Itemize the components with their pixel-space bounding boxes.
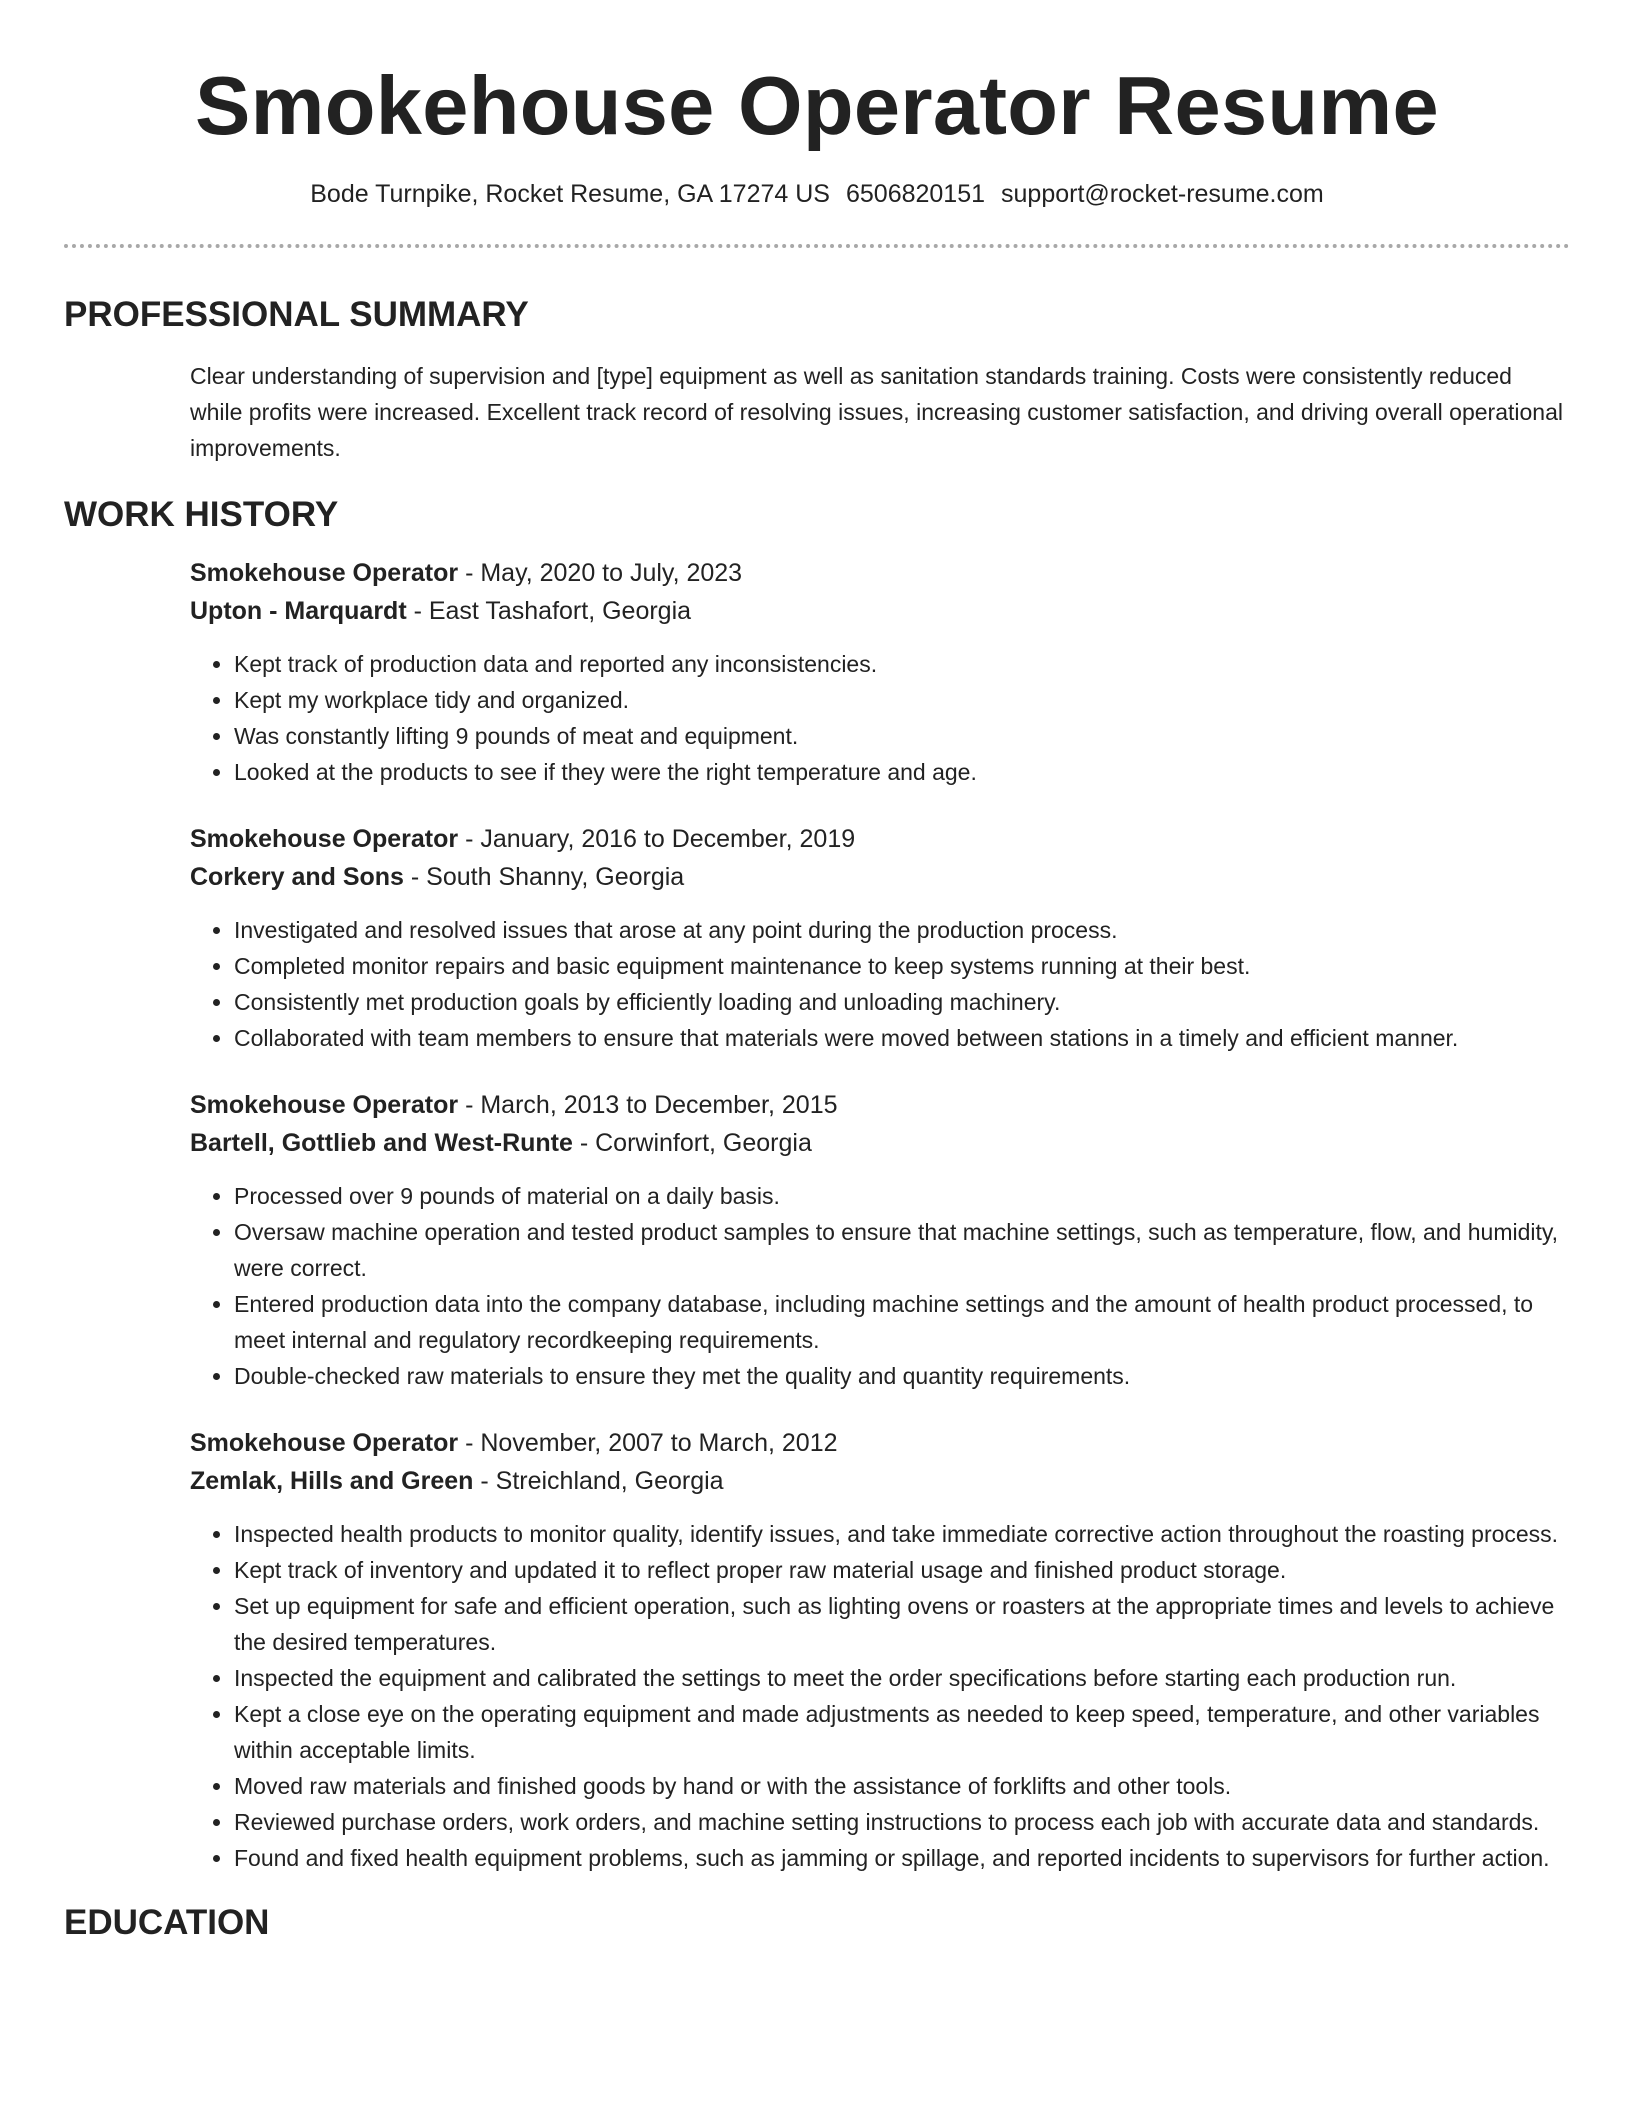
job-role: Smokehouse Operator xyxy=(190,825,459,853)
job-entry xyxy=(190,1424,1570,1876)
job-bullet: • Reviewed purchase orders, work orders, and machine setting instructions to process each job with accurate data and standards. xyxy=(234,1804,1570,1840)
job-bullet: • Consistently met production goals by efficiently loading and unloading machinery. xyxy=(234,984,1570,1020)
work-history-heading: WORK HISTORY xyxy=(64,495,339,534)
page-title: Smokehouse Operator Resume xyxy=(195,59,1439,152)
job-bullet: • Kept my workplace tidy and organized. xyxy=(234,682,1570,718)
job-company: Corkery and Sons xyxy=(190,863,404,891)
job-bullets xyxy=(190,912,1570,1056)
job-bullet: • Kept a close eye on the operating equipment and made adjustments as needed to keep speed, temperature, and other variables within acceptable limits. xyxy=(234,1696,1570,1768)
job-bullet: • Investigated and resolved issues that arose at any point during the production process. xyxy=(234,912,1570,948)
job-bullet: • Looked at the products to see if they were the right temperature and age. xyxy=(234,754,1570,790)
job-bullets xyxy=(190,1516,1570,1876)
job-bullet: • Set up equipment for safe and efficient operation, such as lighting ovens or roasters at the appropriate times and levels to achieve the desired temperatures. xyxy=(234,1588,1570,1660)
summary-heading: PROFESSIONAL SUMMARY xyxy=(64,295,529,334)
job-bullet: • Was constantly lifting 9 pounds of meat and equipment. xyxy=(234,718,1570,754)
job-company-line xyxy=(190,1462,1570,1500)
job-bullet: • Collaborated with team members to ensure that materials were moved between stations in a timely and efficient manner. xyxy=(234,1020,1570,1056)
job-bullet: • Processed over 9 pounds of material on a daily basis. xyxy=(234,1178,1570,1214)
job-company-line xyxy=(190,1124,1570,1162)
job-bullet: • Entered production data into the company database, including machine settings and the amount of health product processed, to meet internal and regulatory recordkeeping requirements. xyxy=(234,1286,1570,1358)
job-title-line xyxy=(190,1086,1570,1124)
job-bullet: • Inspected health products to monitor quality, identify issues, and take immediate corrective action throughout the roasting process. xyxy=(234,1516,1570,1552)
job-entry xyxy=(190,1086,1570,1394)
job-title-line xyxy=(190,820,1570,858)
job-bullets xyxy=(190,646,1570,790)
job-company-line xyxy=(190,858,1570,896)
job-bullet: • Moved raw materials and finished goods by hand or with the assistance of forklifts and other tools. xyxy=(234,1768,1570,1804)
resume-page xyxy=(64,0,1570,1944)
job-bullet: • Kept track of inventory and updated it to reflect proper raw material usage and finished product storage. xyxy=(234,1552,1570,1588)
job-bullets xyxy=(190,1178,1570,1394)
job-entry xyxy=(190,820,1570,1056)
job-company: Bartell, Gottlieb and West-Runte xyxy=(190,1129,573,1157)
education-heading: EDUCATION xyxy=(64,1903,270,1942)
job-bullet: • Kept track of production data and reported any inconsistencies. xyxy=(234,646,1570,682)
job-bullet: • Found and fixed health equipment problems, such as jamming or spillage, and reported incidents to supervisors for further action. xyxy=(234,1840,1570,1876)
job-dates: - May, 2020 to July, 2023 xyxy=(458,559,743,587)
job-entry xyxy=(190,554,1570,790)
job-bullet: • Double-checked raw materials to ensure they met the quality and quantity requirements. xyxy=(234,1358,1570,1394)
job-dates: - January, 2016 to December, 2019 xyxy=(458,825,856,853)
job-company: Zemlak, Hills and Green xyxy=(190,1467,474,1495)
job-title-line xyxy=(190,1424,1570,1462)
job-location: - Streichland, Georgia xyxy=(473,1467,724,1495)
job-bullet: • Inspected the equipment and calibrated the settings to meet the order specifications before starting each production run. xyxy=(234,1660,1570,1696)
contact-email: support@rocket-resume.com xyxy=(1001,180,1324,208)
job-location: - East Tashafort, Georgia xyxy=(406,597,692,625)
contact-address: Bode Turnpike, Rocket Resume, GA 17274 US xyxy=(310,180,830,208)
job-dates: - March, 2013 to December, 2015 xyxy=(458,1091,838,1119)
job-title-line xyxy=(190,554,1570,592)
job-bullet: • Oversaw machine operation and tested product samples to ensure that machine settings, such as temperature, flow, and humidity, were correct. xyxy=(234,1214,1570,1286)
contact-phone: 6506820151 xyxy=(845,180,986,208)
job-bullet: • Completed monitor repairs and basic equipment maintenance to keep systems running at their best. xyxy=(234,948,1570,984)
job-company-line xyxy=(190,592,1570,630)
job-role: Smokehouse Operator xyxy=(190,1091,459,1119)
summary-text: Clear understanding of supervision and [type] equipment as well as sanitation standards training. Costs were consistently reduced while profits were increased. Excellent track record of resolving issues, increasing customer satisfaction, and driving overall operational improvements. xyxy=(190,363,1563,461)
job-role: Smokehouse Operator xyxy=(190,559,459,587)
job-dates: - November, 2007 to March, 2012 xyxy=(458,1429,838,1457)
header-divider xyxy=(64,244,1570,248)
job-location: - South Shanny, Georgia xyxy=(403,863,685,891)
job-location: - Corwinfort, Georgia xyxy=(572,1129,812,1157)
job-role: Smokehouse Operator xyxy=(190,1429,459,1457)
job-company: Upton - Marquardt xyxy=(190,597,407,625)
contact-line xyxy=(64,178,1570,210)
